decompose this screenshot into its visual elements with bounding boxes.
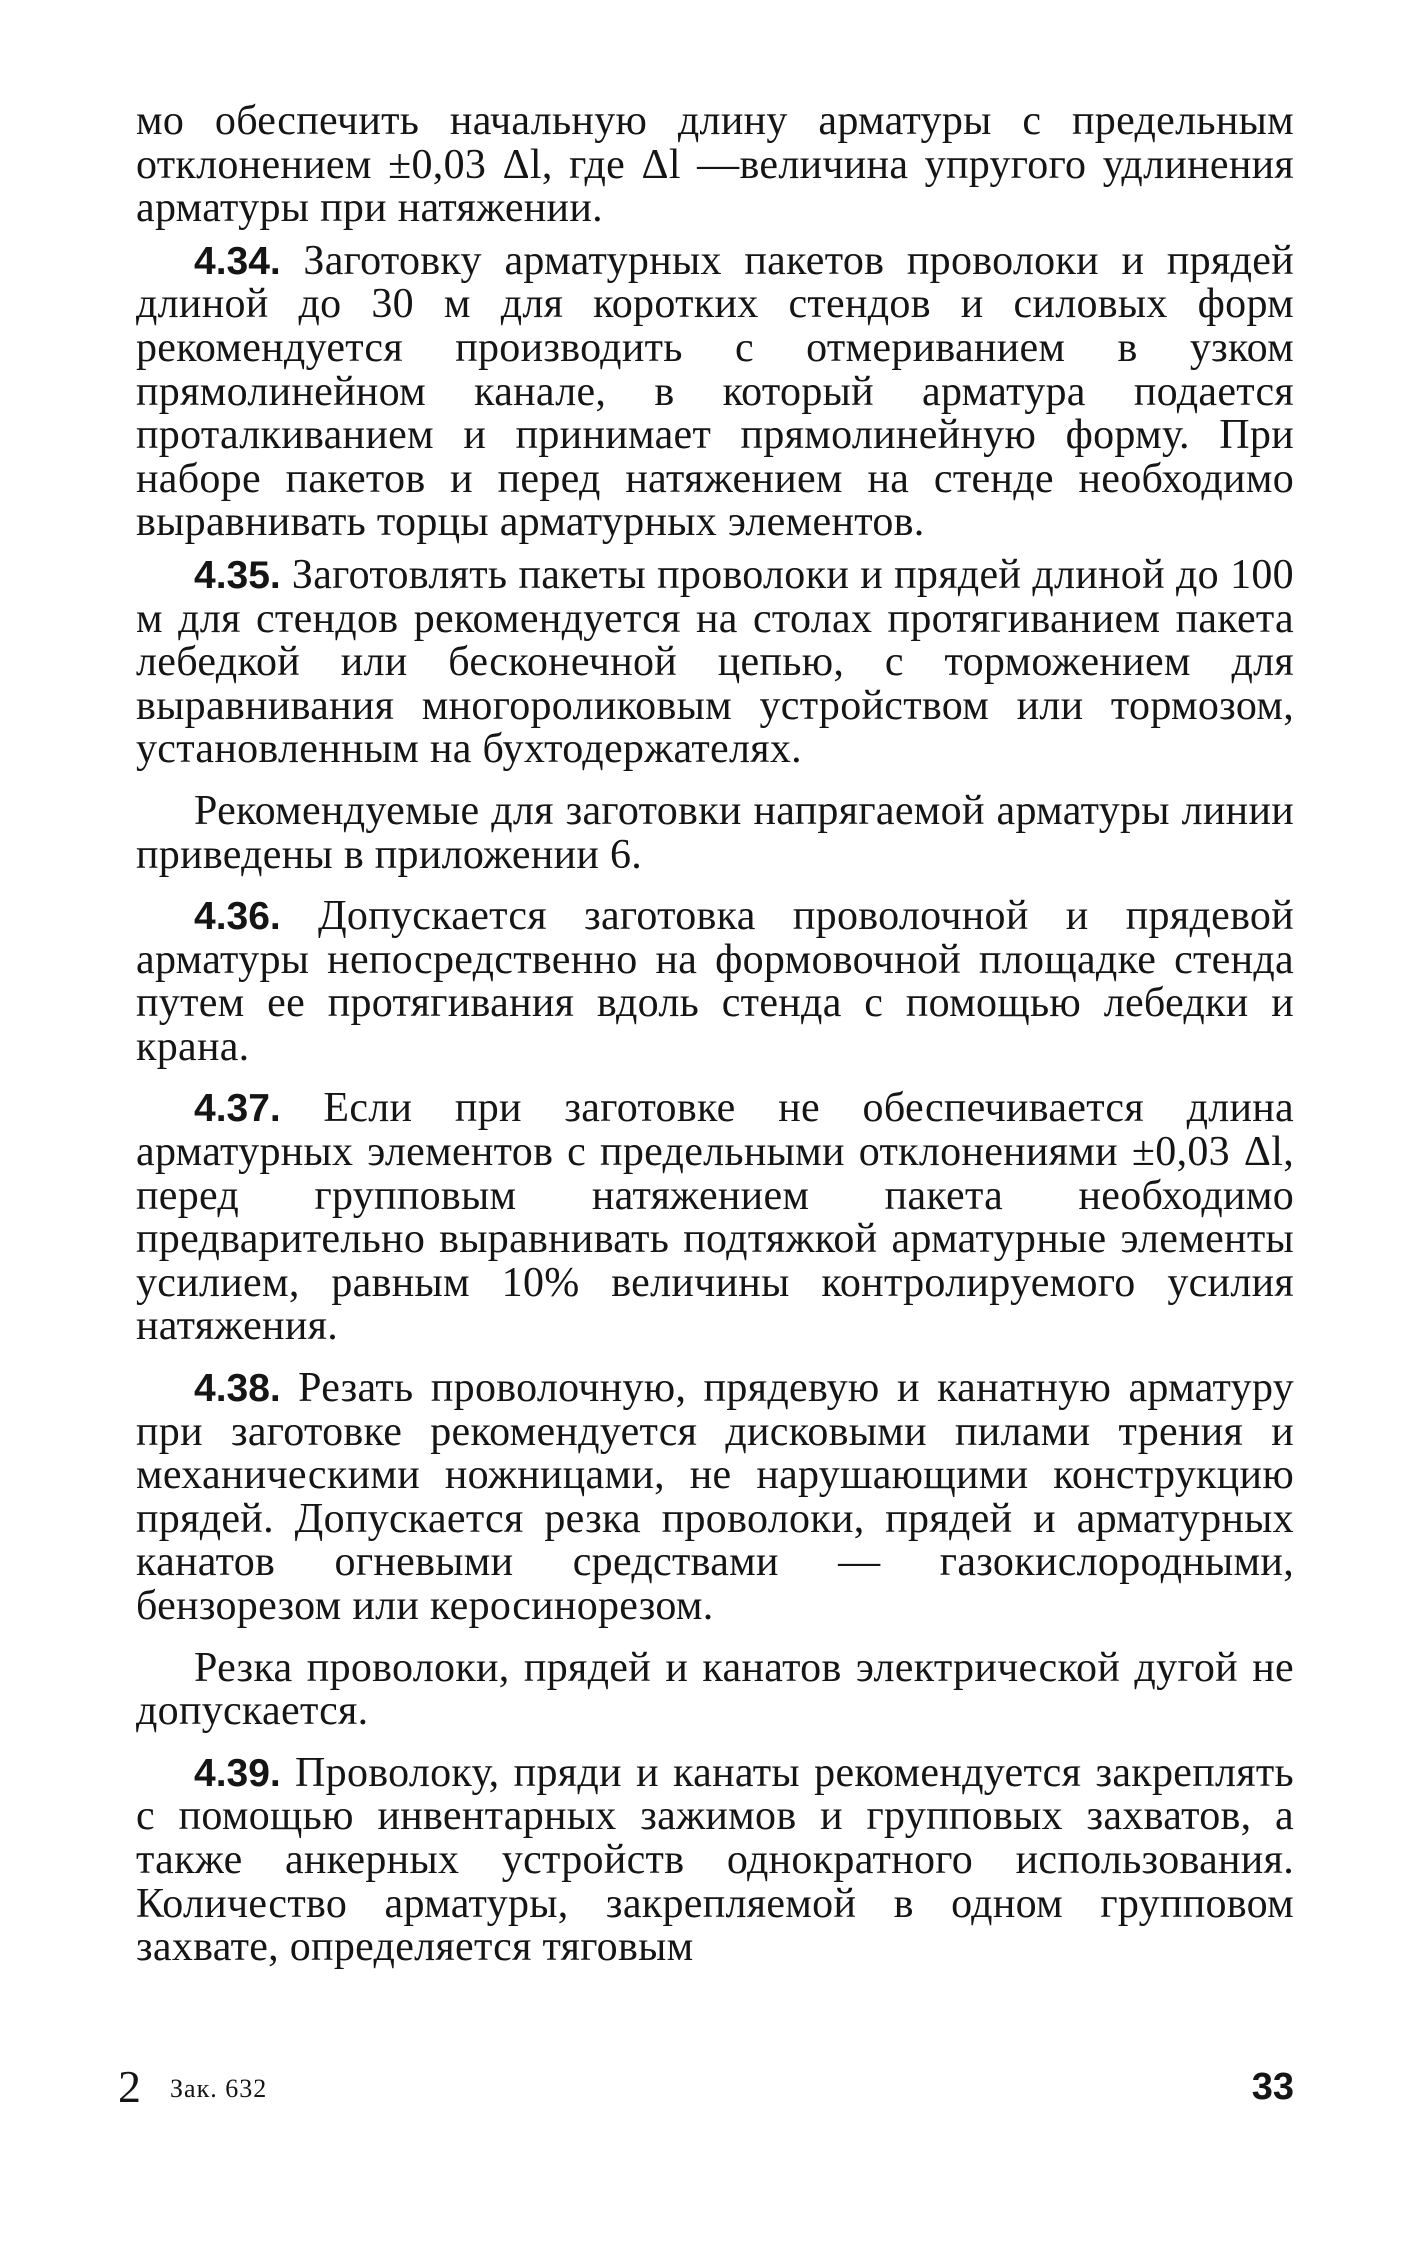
paragraph-number: 4.38. (194, 1367, 281, 1411)
print-order-label: Зак. 632 (170, 2074, 268, 2103)
paragraph-text: Проволоку, пряди и канаты рекомендуется закреплять с помощью инвентарных зажимов и групповых захватов, а также анкерных устройств однократного использования. Количество арматуры, закрепляемой в одном групповом захвате, определяется тяговым (136, 1749, 1294, 1971)
page-footer (118, 2060, 1294, 2120)
paragraph-4-37 (136, 1087, 1294, 1349)
paragraph-text: Резка проволоки, прядей и канатов электрической дугой не допускается. (136, 1644, 1294, 1735)
paragraph-arc-cutting (136, 1644, 1294, 1735)
paragraph-recommended-lines (136, 787, 1294, 878)
paragraph-number: 4.36. (194, 895, 281, 939)
paragraph-continuation (136, 100, 1294, 231)
paragraph-4-36 (136, 895, 1294, 1069)
paragraph-number: 4.35. (194, 553, 281, 597)
paragraph-4-34 (136, 237, 1294, 546)
paragraph-text: Допускается заготовка проволочной и прядевой арматуры непосредственно на формовочной площадке стенда путем ее протягивания вдоль стенда с помощью лебедки и крана. (136, 893, 1294, 1070)
page-body (136, 100, 1294, 1970)
page-number: 33 (1251, 2066, 1294, 2108)
paragraph-number: 4.37. (194, 1087, 281, 1131)
paragraph-4-38 (136, 1367, 1294, 1629)
paragraph-number: 4.39. (194, 1751, 281, 1795)
signature-mark: 2 (118, 2061, 141, 2112)
paragraph-text: Рекомендуемые для заготовки напрягаемой арматуры линии приведены в приложении 6. (136, 787, 1294, 878)
paragraph-text: Заготовку арматурных пакетов проволоки и прядей длиной до 30 м для коротких стендов и силовых форм рекомендуется производить с отмериванием в узком прямолинейном канале, в который арматура подается проталкиванием и принимает прямолинейную форму. При наборе пакетов и перед натяжением на стенде необходимо выравнивать торцы арматурных элементов. (136, 237, 1294, 546)
paragraph-text: Если при заготовке не обеспечивается длина арматурных элементов с предельными отклонениями ±0,03 Δl, перед групповым натяжением пакета необходимо предварительно выравнивать подтяжкой арматурные элементы усилием, равным 10% величины контролируемого усилия натяжения. (136, 1085, 1294, 1350)
paragraph-number: 4.34. (194, 239, 281, 283)
paragraph-text: мо обеспечить начальную длину арматуры с предельным отклонением ±0,03 Δl, где Δl —величина упругого удлинения арматуры при натяжении. (136, 98, 1294, 232)
paragraph-4-39 (136, 1749, 1294, 1971)
paragraph-4-35 (136, 551, 1294, 773)
paragraph-text: Заготовлять пакеты проволоки и прядей длиной до 100 м для стендов рекомендуется на столах протягиванием пакета лебедкой или бесконечной цепью, с торможением для выравнивания многороликовым устройством или тормозом, установленным на бухтодержателях. (136, 551, 1294, 773)
paragraph-text: Резать проволочную, прядевую и канатную арматуру при заготовке рекомендуется дисковыми пилами трения и механическими ножницами, не нарушающими конструкцию прядей. Допускается резка проволоки, прядей и арматурных канатов огневыми средствами — газокислородными, бензорезом или керосинорезом. (136, 1365, 1294, 1629)
